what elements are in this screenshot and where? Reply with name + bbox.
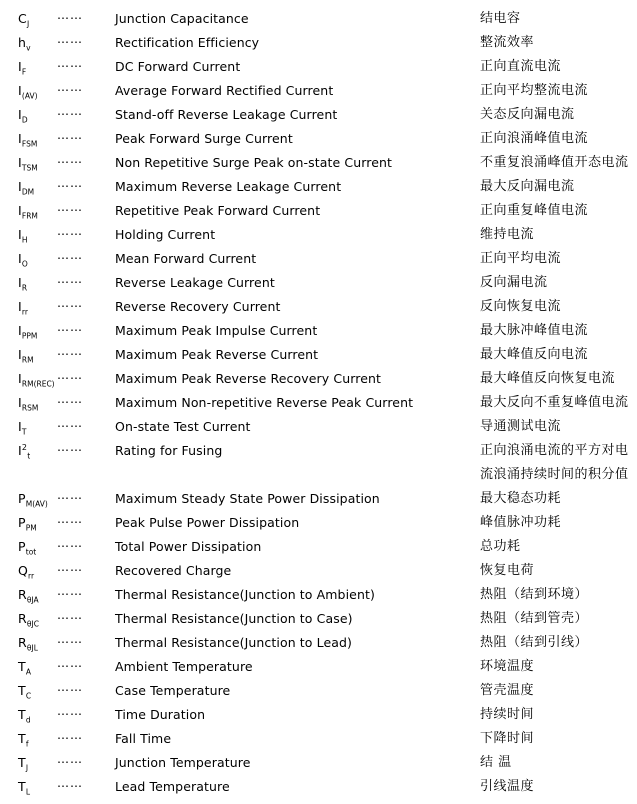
chinese-term: 结电容 — [480, 11, 521, 26]
symbol-main: R — [18, 611, 27, 626]
english-term: Mean Forward Current — [115, 251, 257, 266]
english-term: Rating for Fusing — [115, 443, 223, 458]
symbol-subscript: v — [26, 43, 31, 53]
symbol-cell — [18, 751, 28, 775]
english-term: Holding Current — [115, 227, 216, 242]
chinese-term: 正向平均电流 — [480, 251, 562, 266]
dots-leader: …… — [57, 176, 83, 190]
glossary-row — [0, 151, 637, 175]
dots-leader: …… — [57, 368, 83, 382]
glossary-row — [0, 79, 637, 103]
chinese-term: 管壳温度 — [480, 683, 535, 698]
symbol-main: h — [18, 35, 27, 50]
english-term: Case Temperature — [115, 683, 231, 698]
symbol-subscript: θJC — [26, 619, 39, 629]
english-term: Maximum Peak Reverse Current — [115, 347, 319, 362]
symbol-cell — [18, 343, 34, 367]
glossary-row — [0, 439, 637, 463]
dots-leader: …… — [57, 416, 83, 430]
dots-leader: …… — [57, 656, 83, 670]
symbol-subscript: tot — [25, 547, 37, 557]
english-term: Peak Pulse Power Dissipation — [115, 515, 300, 530]
symbol-subscript: H — [21, 235, 28, 245]
dots-leader: …… — [57, 272, 83, 286]
dots-leader: …… — [57, 152, 83, 166]
glossary-row — [0, 559, 637, 583]
glossary-row — [0, 31, 637, 55]
symbol-subscript: f — [25, 739, 29, 749]
symbol-main: I — [18, 107, 22, 122]
symbol-subscript: J — [25, 763, 29, 773]
glossary-row — [0, 7, 637, 31]
dots-leader: …… — [57, 32, 83, 46]
glossary-row — [0, 247, 637, 271]
glossary-row — [0, 583, 637, 607]
symbol-cell — [18, 631, 38, 655]
chinese-term: 热阻（结到引线） — [480, 635, 589, 650]
symbol-subscript: DM — [21, 187, 35, 197]
symbol-main: I — [18, 443, 22, 458]
symbol-cell — [18, 679, 31, 703]
english-term: Fall Time — [115, 731, 172, 746]
chinese-term: 环境温度 — [480, 659, 535, 674]
symbol-subscript: θJL — [26, 643, 38, 653]
symbol-main: I — [18, 419, 22, 434]
glossary-row — [0, 127, 637, 151]
english-term: Maximum Peak Impulse Current — [115, 323, 318, 338]
chinese-term: 最大峰值反向电流 — [480, 347, 589, 362]
glossary-row — [0, 679, 637, 703]
dots-leader: …… — [57, 104, 83, 118]
symbol-cell — [18, 247, 28, 271]
symbol-subscript: d — [25, 715, 31, 725]
symbol-cell — [18, 103, 28, 127]
dots-leader: …… — [57, 128, 83, 142]
symbol-main: I — [18, 83, 22, 98]
dots-leader: …… — [57, 440, 83, 454]
dots-leader: …… — [57, 392, 83, 406]
symbol-cell — [18, 55, 26, 79]
glossary-row — [0, 103, 637, 127]
symbol-subscript: PM — [25, 523, 37, 533]
symbol-cell — [18, 487, 48, 511]
symbol-main: I — [18, 251, 22, 266]
symbol-subscript: (AV) — [21, 91, 38, 101]
symbol-superscript: 2 — [21, 442, 28, 452]
symbol-main: R — [18, 635, 27, 650]
glossary-row — [0, 295, 637, 319]
english-term: Ambient Temperature — [115, 659, 253, 674]
symbol-main: T — [18, 683, 26, 698]
english-term: Average Forward Rectified Current — [115, 83, 334, 98]
dots-leader: …… — [57, 296, 83, 310]
glossary-row — [0, 727, 637, 751]
symbol-main: I — [18, 395, 22, 410]
glossary-row — [0, 751, 637, 775]
symbol-subscript: θJA — [26, 595, 39, 605]
dots-leader: …… — [57, 80, 83, 94]
dots-leader: …… — [57, 560, 83, 574]
glossary-row — [0, 367, 637, 391]
symbol-main: I — [18, 275, 22, 290]
dots-leader: …… — [57, 752, 83, 766]
symbol-subscript: L — [25, 787, 31, 797]
chinese-term: 下降时间 — [480, 731, 535, 746]
symbol-main: C — [18, 11, 27, 26]
glossary-row — [0, 511, 637, 535]
symbol-cell — [18, 607, 39, 631]
glossary-row — [0, 415, 637, 439]
symbol-subscript: T — [21, 427, 27, 437]
symbol-cell — [18, 127, 37, 151]
symbol-main: I — [18, 347, 22, 362]
symbol-main: I — [18, 323, 22, 338]
symbol-subscript: R — [21, 283, 28, 293]
symbol-cell — [18, 223, 28, 247]
glossary-row — [0, 175, 637, 199]
symbol-cell — [18, 151, 38, 175]
glossary-list — [0, 7, 637, 799]
english-term: Maximum Steady State Power Dissipation — [115, 491, 380, 506]
dots-leader: …… — [57, 512, 83, 526]
glossary-row — [0, 55, 637, 79]
dots-leader: …… — [57, 248, 83, 262]
chinese-term: 关态反向漏电流 — [480, 107, 575, 122]
chinese-term: 整流效率 — [480, 35, 535, 50]
dots-leader: …… — [57, 224, 83, 238]
dots-leader: …… — [57, 728, 83, 742]
chinese-term: 结 温 — [480, 755, 512, 770]
chinese-term: 最大脉冲峰值电流 — [480, 323, 589, 338]
symbol-cell — [18, 271, 27, 295]
english-term: Junction Temperature — [115, 755, 251, 770]
symbol-cell — [18, 583, 39, 607]
symbol-cell — [18, 727, 28, 751]
dots-leader: …… — [57, 632, 83, 646]
english-term: Thermal Resistance(Junction to Lead) — [115, 635, 353, 650]
english-term: Time Duration — [115, 707, 206, 722]
english-term: DC Forward Current — [115, 59, 241, 74]
chinese-term: 持续时间 — [480, 707, 535, 722]
symbol-cell — [18, 295, 28, 319]
glossary-row — [0, 391, 637, 415]
english-term: Maximum Reverse Leakage Current — [115, 179, 342, 194]
chinese-term: 热阻（结到管壳） — [480, 611, 589, 626]
chinese-term: 正向浪涌电流的平方对电 — [480, 443, 629, 458]
symbol-subscript: PPM — [21, 331, 38, 341]
glossary-row — [0, 319, 637, 343]
chinese-term: 不重复浪涌峰值开态电流 — [480, 155, 629, 170]
symbol-main: I — [18, 155, 22, 170]
chinese-term: 最大反向不重复峰值电流 — [480, 395, 629, 410]
chinese-term: 恢复电荷 — [480, 563, 535, 578]
english-term: Reverse Leakage Current — [115, 275, 275, 290]
dots-leader: …… — [57, 488, 83, 502]
glossary-row — [0, 463, 637, 487]
symbol-cell — [18, 199, 38, 223]
symbol-subscript: D — [21, 115, 28, 125]
english-term: Peak Forward Surge Current — [115, 131, 293, 146]
glossary-row — [0, 655, 637, 679]
dots-leader: …… — [57, 776, 83, 790]
symbol-cell — [18, 319, 37, 343]
symbol-main: P — [18, 539, 26, 554]
symbol-subscript: RSM — [21, 403, 39, 413]
chinese-term: 热阻（结到环境） — [480, 587, 589, 602]
symbol-main: I — [18, 299, 22, 314]
english-term: Stand-off Reverse Leakage Current — [115, 107, 338, 122]
chinese-term: 流浪涌持续时间的积分值 — [480, 467, 629, 482]
english-term: Lead Temperature — [115, 779, 230, 794]
symbol-cell — [18, 655, 31, 679]
symbol-main: T — [18, 659, 26, 674]
chinese-term: 正向重复峰值电流 — [480, 203, 589, 218]
symbol-main: T — [18, 731, 26, 746]
symbol-subscript: O — [21, 259, 28, 269]
glossary-row — [0, 703, 637, 727]
symbol-cell — [18, 535, 36, 559]
symbol-subscript: FRM — [21, 211, 38, 221]
english-term: On-state Test Current — [115, 419, 251, 434]
symbol-subscript: J — [26, 19, 30, 29]
chinese-term: 引线温度 — [480, 779, 535, 794]
symbol-main: T — [18, 755, 26, 770]
symbol-cell — [18, 415, 26, 439]
chinese-term: 正向平均整流电流 — [480, 83, 589, 98]
english-term: Non Repetitive Surge Peak on-state Current — [115, 155, 393, 170]
symbol-main: T — [18, 779, 26, 794]
english-term: Recovered Charge — [115, 563, 232, 578]
glossary-row — [0, 199, 637, 223]
chinese-term: 最大反向漏电流 — [480, 179, 575, 194]
glossary-row — [0, 343, 637, 367]
symbol-cell — [18, 703, 31, 727]
dots-leader: …… — [57, 584, 83, 598]
dots-leader: …… — [57, 8, 83, 22]
symbol-cell — [18, 559, 34, 583]
symbol-subscript: A — [25, 667, 31, 677]
english-term: Total Power Dissipation — [115, 539, 262, 554]
chinese-term: 反向漏电流 — [480, 275, 548, 290]
dots-leader: …… — [57, 320, 83, 334]
chinese-term: 总功耗 — [480, 539, 521, 554]
english-term: Thermal Resistance(Junction to Case) — [115, 611, 353, 626]
symbol-main: I — [18, 371, 22, 386]
symbol-cell — [18, 7, 29, 31]
symbol-subscript: RM(REC) — [21, 379, 55, 389]
symbol-main: R — [18, 587, 27, 602]
dots-leader: …… — [57, 680, 83, 694]
symbol-subscript: FSM — [21, 139, 38, 149]
symbol-main: I — [18, 179, 22, 194]
english-term: Maximum Non-repetitive Reverse Peak Current — [115, 395, 414, 410]
symbol-subscript: rr — [21, 307, 28, 317]
symbol-subscript: F — [21, 67, 27, 77]
symbol-subscript: rr — [28, 571, 35, 581]
dots-leader: …… — [57, 704, 83, 718]
english-term: Reverse Recovery Current — [115, 299, 281, 314]
symbol-cell — [18, 31, 31, 55]
symbol-main: Q — [18, 563, 29, 578]
symbol-cell — [18, 79, 38, 103]
symbol-main: I — [18, 131, 22, 146]
chinese-term: 峰值脉冲功耗 — [480, 515, 562, 530]
symbol-cell — [18, 775, 30, 799]
symbol-main: T — [18, 707, 26, 722]
english-term: Rectification Efficiency — [115, 35, 260, 50]
glossary-row — [0, 223, 637, 247]
symbol-main: P — [18, 491, 26, 506]
glossary-row — [0, 631, 637, 655]
symbol-subscript: M(AV) — [25, 499, 48, 509]
chinese-term: 导通测试电流 — [480, 419, 562, 434]
chinese-term: 正向直流电流 — [480, 59, 562, 74]
symbol-subscript: C — [25, 691, 32, 701]
symbol-cell — [18, 391, 38, 415]
chinese-term: 最大稳态功耗 — [480, 491, 562, 506]
chinese-term: 反向恢复电流 — [480, 299, 562, 314]
glossary-row — [0, 535, 637, 559]
glossary-row — [0, 607, 637, 631]
symbol-main: I — [18, 59, 22, 74]
glossary-row — [0, 775, 637, 799]
dots-leader: …… — [57, 608, 83, 622]
symbol-cell — [18, 367, 55, 391]
chinese-term: 维持电流 — [480, 227, 535, 242]
glossary-row — [0, 487, 637, 511]
symbol-subscript: TSM — [21, 163, 38, 173]
symbol-main: P — [18, 515, 26, 530]
english-term: Thermal Resistance(Junction to Ambient) — [115, 587, 375, 602]
glossary-row — [0, 271, 637, 295]
english-term: Junction Capacitance — [115, 11, 249, 26]
dots-leader: …… — [57, 200, 83, 214]
dots-leader: …… — [57, 536, 83, 550]
symbol-subscript: RM — [21, 355, 34, 365]
symbol-cell — [18, 511, 37, 535]
english-term: Maximum Peak Reverse Recovery Current — [115, 371, 382, 386]
symbol-cell — [18, 439, 30, 463]
symbol-cell — [18, 175, 34, 199]
symbol-main: I — [18, 227, 22, 242]
symbol-subscript: t — [27, 451, 31, 461]
dots-leader: …… — [57, 344, 83, 358]
symbol-main: I — [18, 203, 22, 218]
chinese-term: 最大峰值反向恢复电流 — [480, 371, 616, 386]
english-term: Repetitive Peak Forward Current — [115, 203, 321, 218]
chinese-term: 正向浪涌峰值电流 — [480, 131, 589, 146]
dots-leader: …… — [57, 56, 83, 70]
